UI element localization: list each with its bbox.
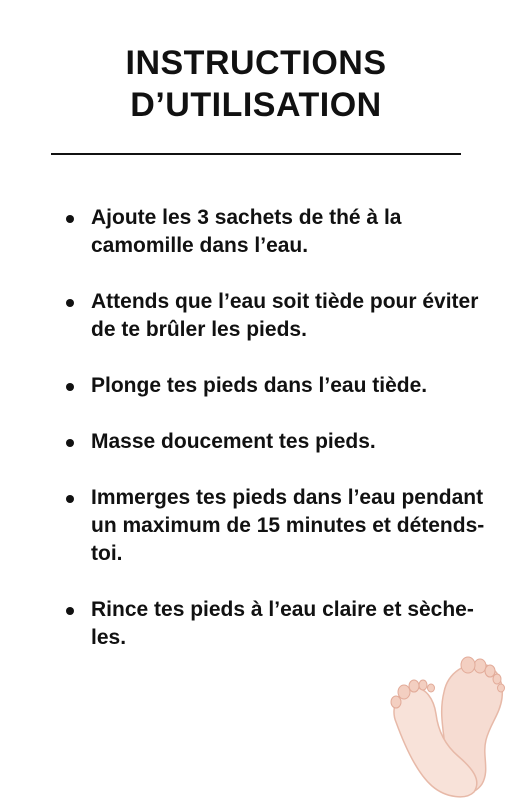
step-text: Masse doucement tes pieds. — [91, 430, 376, 453]
list-item — [60, 428, 500, 456]
instruction-list — [60, 204, 500, 680]
list-item — [60, 288, 500, 344]
bullet-icon — [66, 299, 74, 307]
bullet-icon — [66, 495, 74, 503]
title-line-2: D’UTILISATION — [130, 86, 382, 124]
bullet-icon — [66, 439, 74, 447]
step-text: Plonge tes pieds dans l’eau tiède. — [91, 374, 428, 397]
step-text: Rince tes pieds à l’eau claire et sèche-les. — [91, 598, 474, 649]
page-title — [0, 42, 512, 126]
step-text: Attends que l’eau soit tiède pour éviter de te brûler les pieds. — [91, 290, 479, 341]
bullet-icon — [66, 383, 74, 391]
list-item — [60, 372, 500, 400]
list-item — [60, 596, 500, 652]
list-item — [60, 484, 500, 568]
list-item — [60, 204, 500, 260]
step-text: Immerges tes pieds dans l’eau pendant un maximum de 15 minutes et détends-toi. — [91, 486, 485, 565]
bullet-icon — [66, 215, 74, 223]
step-text: Ajoute les 3 sachets de thé à la camomille dans l’eau. — [91, 206, 402, 257]
title-divider — [51, 153, 461, 155]
title-line-1: INSTRUCTIONS — [125, 44, 387, 82]
bullet-icon — [66, 607, 74, 615]
feet-illustration — [386, 652, 512, 800]
